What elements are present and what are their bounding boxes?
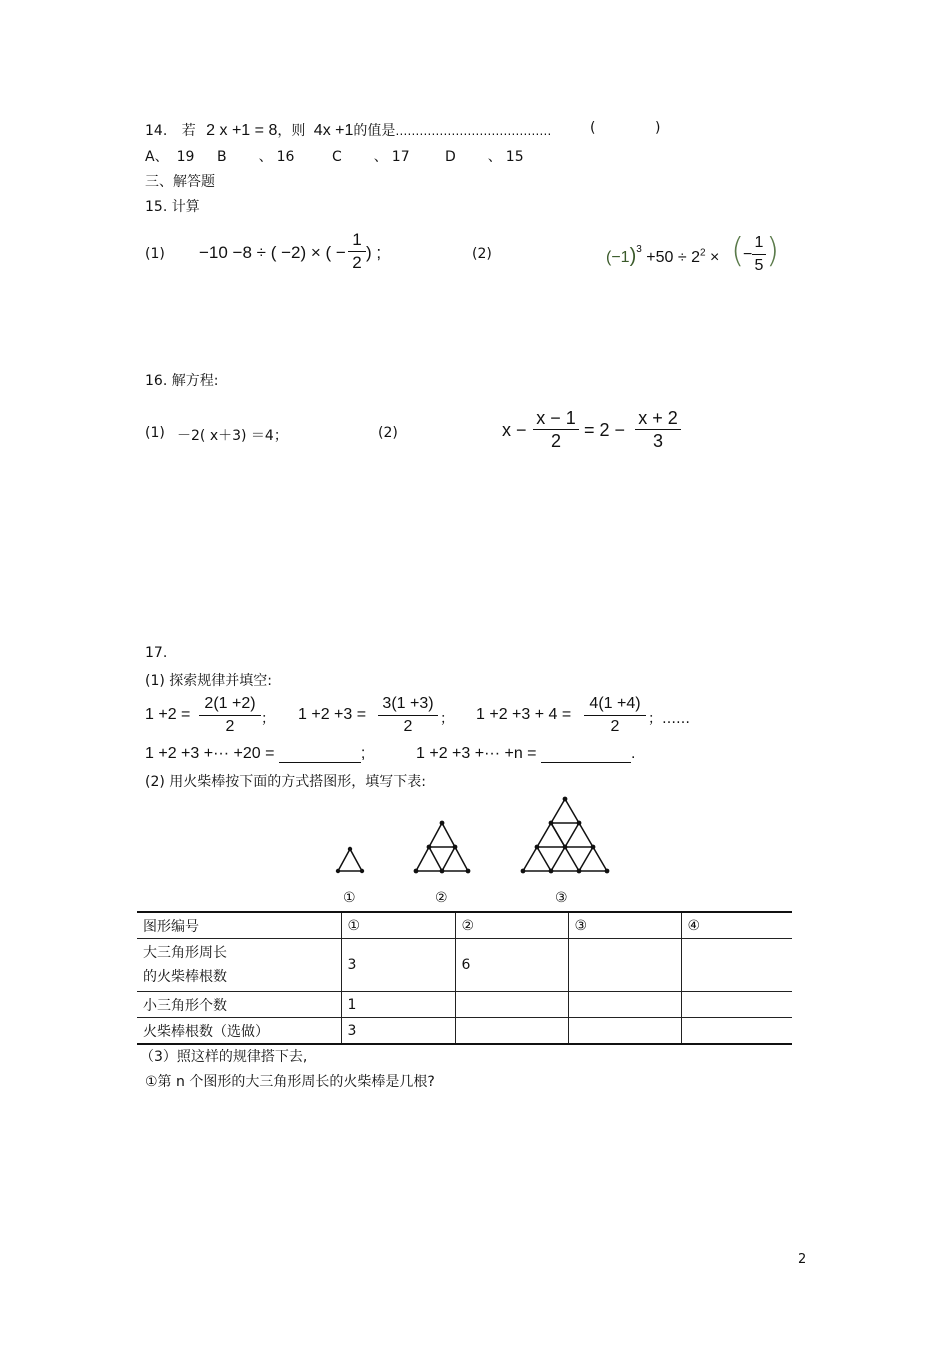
q15-part2-fraction — [752, 233, 766, 276]
fraction-denominator: 2 — [610, 718, 620, 735]
fraction-denominator: 5 — [754, 257, 764, 274]
figure-3-label: ③ — [555, 890, 568, 906]
table-row-label — [137, 939, 341, 992]
figure-1 — [338, 849, 362, 871]
q17-row1-a: 1 +2 = — [145, 706, 191, 723]
fraction-numerator: 1 — [352, 230, 362, 249]
q14-rparen: ) — [655, 120, 661, 136]
q14-lparen: ( — [590, 120, 596, 136]
matchstick-figures — [330, 790, 620, 885]
figure-2 — [416, 823, 468, 871]
matchstick-table — [137, 911, 792, 1045]
figure-2-label: ② — [435, 890, 448, 906]
q17-sum-20: 1 +2 +3 +··· +20 = — [145, 745, 275, 762]
table-cell: 3 — [341, 1018, 455, 1045]
q17-fraction-c — [584, 694, 646, 737]
fraction-denominator: 2 — [550, 431, 561, 451]
fraction-numerator: 4(1 +4) — [589, 695, 641, 712]
row-label-line1: 大三角形周长 — [143, 945, 227, 961]
table-header-cell: ① — [341, 912, 455, 939]
fraction-bar — [348, 251, 366, 252]
q17-number: 17. — [145, 645, 168, 661]
q15-exponent: 3 — [636, 243, 642, 255]
table-row — [137, 992, 792, 1018]
q14-ruo: 若 — [181, 123, 196, 139]
answer-blank-1[interactable] — [279, 746, 361, 763]
q16-heading: 16. 解方程: — [145, 373, 219, 389]
q15-times: × — [710, 249, 720, 266]
figure-3 — [523, 799, 607, 871]
q17-fraction-b — [378, 694, 438, 737]
option-d-sep: 、 — [487, 149, 502, 165]
section-heading: 三、解答题 — [145, 174, 215, 190]
q14-dots: ………………………………… — [395, 124, 552, 138]
q17-row2-a — [145, 745, 365, 763]
q15-part1-label: (1) — [145, 246, 165, 262]
fraction-numerator: x − 1 — [536, 408, 576, 428]
table-row-label: 小三角形个数 — [137, 992, 341, 1018]
q16-middle: = 2 − — [584, 420, 626, 440]
fraction-bar — [635, 429, 681, 430]
fraction-bar — [584, 715, 646, 716]
row-label-line2: 的火柴棒根数 — [143, 969, 227, 985]
q15-heading: 15. 计算 — [145, 199, 200, 215]
fraction-numerator: 3(1 +3) — [382, 695, 434, 712]
q14-tail: 的值是 — [353, 123, 396, 139]
q15-middle: +50 ÷ 2 — [646, 249, 700, 266]
table-cell-empty[interactable] — [681, 992, 792, 1018]
fraction-denominator: 2 — [225, 718, 235, 735]
fraction-bar — [533, 429, 579, 430]
q17-part1-heading: (1) 探索规律并填空: — [145, 673, 272, 689]
q16-part1-expression: －2( x＋3) ＝4； — [177, 428, 288, 444]
table-cell-empty[interactable] — [568, 1018, 681, 1045]
q15-part1-fraction — [348, 230, 366, 273]
table-header-row — [137, 912, 792, 939]
fraction-numerator: x + 2 — [638, 408, 678, 428]
q14-line — [145, 120, 551, 140]
q15-part1-expression: −10 −8 ÷ ( −2) × ( − — [199, 243, 346, 262]
option-c-value: 17 — [391, 149, 410, 165]
q15-part1-close: ) ; — [366, 243, 382, 262]
figure-1-label: ① — [343, 890, 356, 906]
table-row — [137, 1018, 792, 1045]
table-cell-empty[interactable] — [568, 939, 681, 992]
table-header-cell: ③ — [568, 912, 681, 939]
q14-ze: ，则 — [277, 123, 306, 139]
q17-fraction-a — [199, 694, 261, 737]
figure-3-dots — [521, 797, 610, 874]
q14-expression: 4x +1 — [313, 122, 354, 139]
table-cell-empty[interactable] — [681, 939, 792, 992]
page-number: 2 — [798, 1252, 807, 1267]
q14-option-d — [445, 146, 524, 166]
fraction-numerator: 1 — [754, 234, 764, 251]
q17-row1-c: 1 +2 +3 + 4 = — [476, 706, 572, 723]
fraction-bar — [378, 715, 438, 716]
q17-part3-question1: ①第 n 个图形的大三角形周长的火柴棒是几根? — [145, 1074, 435, 1090]
table-cell-empty[interactable] — [681, 1018, 792, 1045]
q17-part3-line: （3）照这样的规律搭下去, — [140, 1049, 308, 1065]
q17-part2-heading: (2) 用火柴棒按下面的方式搭图形，填写下表: — [145, 774, 426, 790]
q17-sum-n: 1 +2 +3 +··· +n = — [416, 745, 537, 762]
q15-part2-label: (2) — [472, 246, 492, 262]
option-d-value: 15 — [505, 149, 524, 165]
q16-x: x − — [502, 420, 527, 440]
q17-row2-b — [416, 745, 635, 763]
q15-part2-expression — [606, 245, 719, 268]
fraction-bar — [752, 254, 766, 255]
fraction-denominator: 2 — [403, 718, 413, 735]
fraction-denominator: 2 — [352, 253, 362, 272]
table-cell-empty[interactable] — [568, 992, 681, 1018]
table-cell: 1 — [341, 992, 455, 1018]
q17-ellipsis: ；…… — [648, 711, 690, 727]
answer-blank-2[interactable] — [541, 746, 631, 763]
q15-base: (−1 — [606, 249, 630, 266]
table-cell: 3 — [341, 939, 455, 992]
q17-row2-a-end: ; — [360, 745, 366, 762]
table-header-cell: 图形编号 — [137, 912, 341, 939]
figure-1-dots — [336, 847, 364, 873]
table-cell-empty[interactable] — [455, 992, 568, 1018]
q15-exponent2: 2 — [699, 247, 706, 259]
table-row-label: 火柴棒根数（选做） — [137, 1018, 341, 1045]
q14-option-c — [332, 146, 410, 166]
q17-semi-b: ； — [440, 711, 454, 727]
q15-part2-minus: − — [743, 246, 753, 263]
table-cell: 6 — [455, 939, 568, 992]
q16-fraction1 — [533, 408, 579, 451]
option-a-letter: A、 — [145, 149, 169, 165]
q17-row2-b-end: . — [630, 745, 636, 762]
q14-equation: 2 x +1 = 8 — [206, 122, 278, 139]
q14-number: 14. — [145, 123, 168, 139]
option-b-letter: B — [217, 149, 227, 165]
fraction-bar — [199, 715, 261, 716]
q16-part2-label: (2) — [378, 425, 398, 441]
option-a-value: 19 — [176, 149, 195, 165]
option-b-value: 16 — [276, 149, 295, 165]
q15-big-lparen: ( — [731, 231, 745, 271]
fraction-denominator: 3 — [652, 431, 663, 451]
q17-row1-b: 1 +2 +3 = — [298, 706, 367, 723]
table-header-cell: ② — [455, 912, 568, 939]
option-b-sep: 、 — [258, 149, 273, 165]
fraction-numerator: 2(1 +2) — [204, 695, 256, 712]
q16-part1-label: (1) — [145, 425, 165, 441]
q14-option-a — [145, 146, 194, 166]
q14-option-b — [217, 146, 294, 166]
q16-fraction2 — [635, 408, 681, 451]
table-cell-empty[interactable] — [455, 1018, 568, 1045]
table-header-cell: ④ — [681, 912, 792, 939]
q15-close-paren: ) — [629, 245, 637, 267]
q15-big-rparen: ) — [766, 231, 780, 271]
option-c-letter: C — [332, 149, 342, 165]
q17-semi-a: ； — [261, 711, 275, 727]
option-d-letter: D — [445, 149, 456, 165]
option-c-sep: 、 — [373, 149, 388, 165]
table-row — [137, 939, 792, 992]
